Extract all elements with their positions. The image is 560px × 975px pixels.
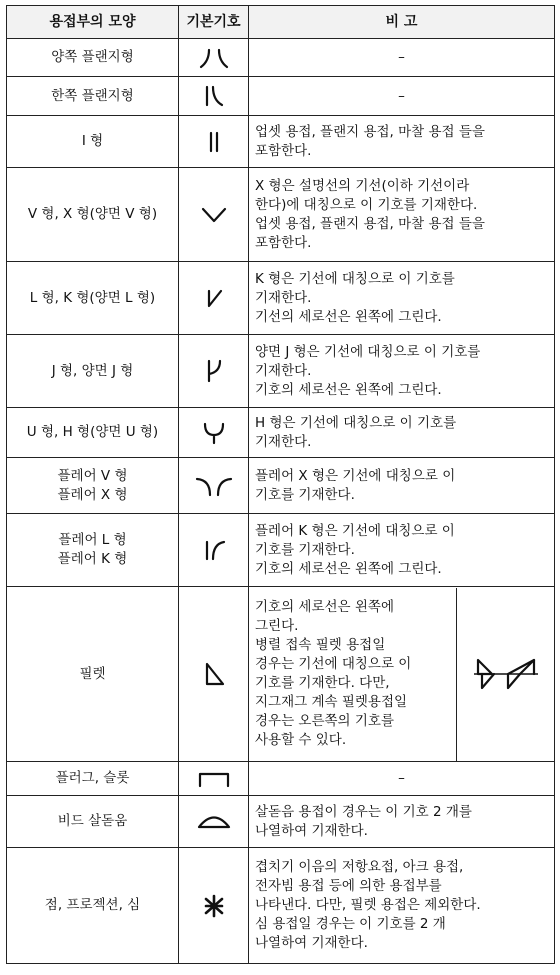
fillet-note-text: 기호의 세로선은 왼쪽에 그린다. 병렬 접속 필렛 용접일 경우는 기선에 대칭으로 이 기호를 기재한다. 다만, 지그재그 계속 필렛용접일 경우는 오른쪽의 기호를 사용할 수 있다. bbox=[255, 599, 412, 748]
shape-cell: U 형, H 형(양면 U 형) bbox=[7, 408, 179, 458]
fillet-note-split bbox=[249, 588, 554, 761]
shape-cell: I 형 bbox=[7, 116, 179, 168]
j-groove-icon bbox=[179, 335, 249, 408]
shape-cell: L 형, K 형(양면 L 형) bbox=[7, 262, 179, 335]
table-row bbox=[7, 168, 555, 262]
flare-bevel-icon bbox=[179, 514, 249, 587]
flare-v-icon bbox=[179, 458, 249, 514]
i-groove-icon bbox=[179, 116, 249, 168]
spot-projection-seam-icon bbox=[179, 848, 249, 964]
note-cell: 양면 J 형은 기선에 대칭으로 이 기호를 기재한다. 기호의 세로선은 왼쪽에 그린다. bbox=[249, 335, 555, 408]
table-row bbox=[7, 116, 555, 168]
shape-cell: 비드 살돋움 bbox=[7, 796, 179, 848]
table-row bbox=[7, 262, 555, 335]
shape-cell: 필렛 bbox=[7, 587, 179, 762]
shape-cell: 플레어 L 형 플레어 K 형 bbox=[7, 514, 179, 587]
note-cell: 겹치기 이음의 저항요접, 아크 용접, 전자빔 용접 등에 의한 용접부를 나타낸다. 다만, 필렛 용접은 제외한다. 심 용접일 경우는 이 기호를 2 개 나열하여 기재한다. bbox=[249, 848, 555, 964]
shape-cell: 한쪽 플랜지형 bbox=[7, 77, 179, 116]
note-cell: 플레어 X 형은 기선에 대칭으로 이 기호를 기재한다. bbox=[249, 458, 555, 514]
note-cell: X 형은 설명선의 기선(이하 기선이라 한다)에 대칭으로 이 기호를 기재한다. 업셋 용접, 플랜지 용접, 마찰 용접 들을 포함한다. bbox=[249, 168, 555, 262]
v-groove-icon bbox=[179, 168, 249, 262]
single-flange-icon bbox=[179, 77, 249, 116]
note-cell: H 형은 기선에 대칭으로 이 기호를 기재한다. bbox=[249, 408, 555, 458]
bead-surfacing-icon bbox=[179, 796, 249, 848]
note-cell: 업셋 용접, 플랜지 용접, 마찰 용접 들을 포함한다. bbox=[249, 116, 555, 168]
note-cell: – bbox=[249, 39, 555, 77]
table-row bbox=[7, 514, 555, 587]
table-row bbox=[7, 796, 555, 848]
table-row bbox=[7, 762, 555, 796]
note-cell: K 형은 기선에 대칭으로 이 기호를 기재한다. 기선의 세로선은 왼쪽에 그린다. bbox=[249, 262, 555, 335]
note-cell bbox=[249, 587, 555, 762]
staggered-fillet-icon bbox=[456, 588, 554, 761]
shape-cell: 양쪽 플랜지형 bbox=[7, 39, 179, 77]
note-cell: – bbox=[249, 77, 555, 116]
shape-cell: J 형, 양면 J 형 bbox=[7, 335, 179, 408]
shape-cell: 플러그, 슬롯 bbox=[7, 762, 179, 796]
weld-symbol-table bbox=[6, 5, 555, 964]
double-flange-icon bbox=[179, 39, 249, 77]
note-cell: – bbox=[249, 762, 555, 796]
table-row bbox=[7, 587, 555, 762]
table-row bbox=[7, 848, 555, 964]
header-shape: 용접부의 모양 bbox=[7, 6, 179, 39]
table-header-row bbox=[7, 6, 555, 39]
note-cell: 살돋음 용접이 경우는 이 기호 2 개를 나열하여 기재한다. bbox=[249, 796, 555, 848]
table-row bbox=[7, 458, 555, 514]
shape-cell: V 형, X 형(양면 V 형) bbox=[7, 168, 179, 262]
table-row bbox=[7, 77, 555, 116]
shape-cell: 플레어 V 형 플레어 X 형 bbox=[7, 458, 179, 514]
table-row bbox=[7, 39, 555, 77]
shape-cell: 점, 프로젝션, 심 bbox=[7, 848, 179, 964]
table-row bbox=[7, 408, 555, 458]
u-groove-icon bbox=[179, 408, 249, 458]
bevel-groove-icon bbox=[179, 262, 249, 335]
plug-slot-icon bbox=[179, 762, 249, 796]
note-cell: 플레어 K 형은 기선에 대칭으로 이 기호를 기재한다. 기호의 세로선은 왼쪽에 그린다. bbox=[249, 514, 555, 587]
table-row bbox=[7, 335, 555, 408]
fillet-icon bbox=[179, 587, 249, 762]
header-note: 비 고 bbox=[249, 6, 555, 39]
header-symbol: 기본기호 bbox=[179, 6, 249, 39]
